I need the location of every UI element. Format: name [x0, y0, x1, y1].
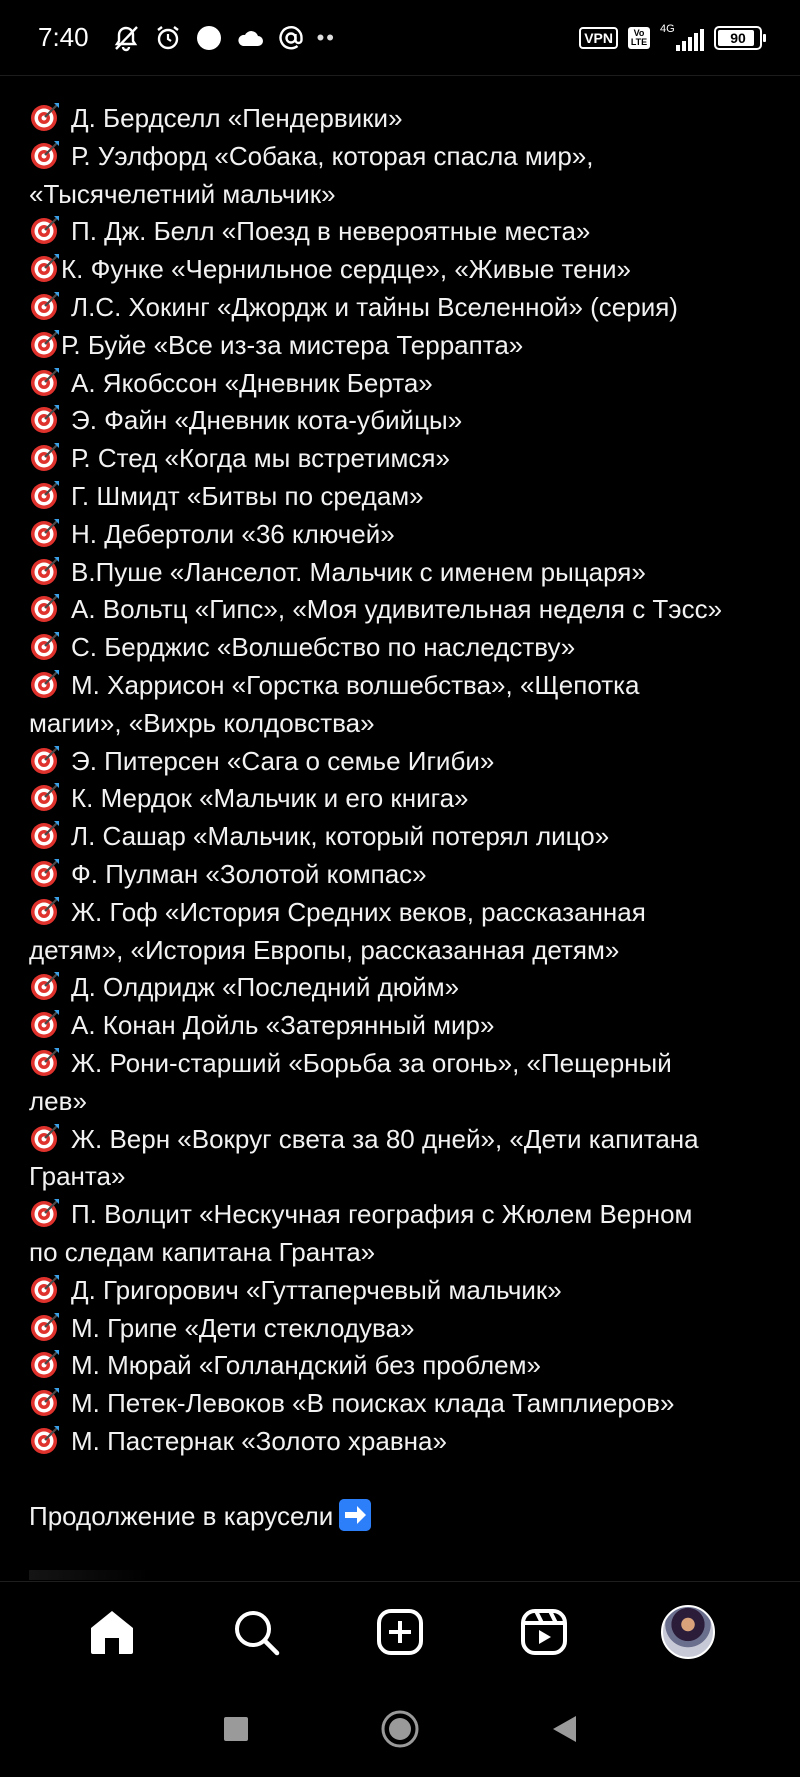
- back-triangle-icon: [550, 1714, 578, 1744]
- caption-line-text: Ж. Верн «Вокруг света за 80 дней», «Дети капитана: [71, 1123, 699, 1154]
- caption-line: [29, 743, 779, 781]
- home-circle-icon: [380, 1709, 420, 1749]
- reels-icon: [520, 1608, 568, 1656]
- caption-line-text: К. Мердок «Мальчик и его книга»: [71, 783, 469, 814]
- caption-line-text: С. Берджис «Волшебство по наследству»: [71, 632, 576, 663]
- search-tab[interactable]: [226, 1602, 286, 1662]
- create-tab[interactable]: [370, 1602, 430, 1662]
- caption-line-text: Н. Дебертоли «36 ключей»: [71, 518, 395, 549]
- target-icon: [29, 441, 61, 473]
- caption-line: [29, 856, 779, 894]
- target-icon: [29, 1197, 61, 1229]
- caption-line: [29, 1347, 779, 1385]
- caption-line-text: Г. Шмидт «Битвы по средам»: [71, 480, 424, 511]
- caption-line-text: Р. Буйе «Все из-за мистера Террапта»: [61, 329, 524, 360]
- caption-line-text: Д. Олдридж «Последний дюйм»: [71, 972, 460, 1003]
- caption-line-text: Ж. Рони-старший «Борьба за огонь», «Пещерный: [71, 1047, 672, 1078]
- caption-line: [29, 327, 779, 365]
- caption-line-text: Р. Уэлфорд «Собака, которая спасла мир»,: [71, 140, 594, 171]
- target-icon: [29, 101, 61, 133]
- caption-line-text: К. Функе «Чернильное сердце», «Живые тени»: [61, 254, 631, 285]
- target-icon: [29, 1122, 61, 1154]
- caption-line-text: М. Грипе «Дети стеклодува»: [71, 1312, 415, 1343]
- caption-line-text: Э. Файн «Дневник кота-убийцы»: [71, 405, 463, 436]
- bottom-navigation: [0, 1581, 800, 1681]
- caption-line: [29, 478, 779, 516]
- target-icon: [29, 1273, 61, 1305]
- caption-line: [29, 932, 779, 970]
- caption-line-text: Л.С. Хокинг «Джордж и тайны Вселенной» (серия): [71, 291, 678, 322]
- caption-line-text: М. Петек-Левоков «В поисках клада Тамплиеров»: [71, 1388, 675, 1419]
- continuation-text: Продолжение в карусели: [29, 1501, 334, 1532]
- target-icon: [29, 252, 61, 284]
- caption-line-text: Р. Стед «Когда мы встретимся»: [71, 443, 450, 474]
- system-navigation: [0, 1681, 800, 1777]
- caption-line-text: Д. Григорович «Гуттаперчевый мальчик»: [71, 1274, 562, 1305]
- target-icon: [29, 1424, 61, 1456]
- caption-line-text: П. Волцит «Нескучная география с Жюлем Верном: [71, 1199, 693, 1230]
- caption-line: [29, 554, 779, 592]
- caption-line: [29, 667, 779, 705]
- caption-line-text: детям», «История Европы, рассказанная детям»: [29, 934, 620, 965]
- target-icon: [29, 403, 61, 435]
- create-post-icon: [376, 1608, 424, 1656]
- target-icon: [29, 1046, 61, 1078]
- alarm-icon: [153, 23, 183, 53]
- target-icon: [29, 895, 61, 927]
- caption-line: [29, 629, 779, 667]
- caption-line: [29, 591, 779, 629]
- caption-line-text: М. Пастернак «Золото хравна»: [71, 1425, 447, 1456]
- at-sign-icon: [277, 24, 305, 52]
- caption-line-text: Ж. Гоф «История Средних веков, рассказанная: [71, 896, 646, 927]
- target-icon: [29, 630, 61, 662]
- caption-line-text: А. Якобссон «Дневник Берта»: [71, 367, 433, 398]
- caption-line: [29, 894, 779, 932]
- target-icon: [29, 479, 61, 511]
- target-icon: [29, 139, 61, 171]
- target-icon: [29, 290, 61, 322]
- battery-level: 90: [730, 29, 746, 46]
- caption-line: [29, 1423, 779, 1461]
- circle-notification-icon: [195, 24, 223, 52]
- caption-line-text: П. Дж. Белл «Поезд в невероятные места»: [71, 216, 591, 247]
- caption-line-text: «Тысячелетний мальчик»: [29, 178, 336, 209]
- profile-tab[interactable]: [658, 1602, 718, 1662]
- home-icon: [87, 1608, 137, 1656]
- target-icon: [29, 517, 61, 549]
- caption-line: [29, 1272, 779, 1310]
- caption-line: [29, 1310, 779, 1348]
- hidden-text-fade: [29, 1570, 149, 1580]
- target-icon: [29, 970, 61, 1002]
- caption-line: [29, 818, 779, 856]
- caption-line-text: М. Мюрай «Голландский без проблем»: [71, 1350, 541, 1381]
- caption-line-text: Гранта»: [29, 1161, 126, 1192]
- target-icon: [29, 819, 61, 851]
- target-icon: [29, 857, 61, 889]
- caption-line-text: М. Харрисон «Горстка волшебства», «Щепотка: [71, 669, 640, 700]
- status-bar: [0, 0, 800, 76]
- continuation-line: [29, 1498, 779, 1536]
- caption-line: [29, 365, 779, 403]
- caption-line-text: Д. Бердселл «Пендервики»: [71, 103, 403, 133]
- caption-line: [29, 251, 779, 289]
- more-notifications-icon: ••: [316, 24, 337, 50]
- volte-badge: Vo LTE: [628, 27, 650, 49]
- target-icon: [29, 592, 61, 624]
- caption-line: [29, 402, 779, 440]
- reels-tab[interactable]: [514, 1602, 574, 1662]
- clock: 7:40: [38, 22, 89, 52]
- status-left: [38, 22, 336, 53]
- target-icon: [29, 328, 61, 360]
- caption-line-text: Л. Сашар «Мальчик, который потерял лицо»: [71, 821, 610, 852]
- caption-line: [29, 969, 779, 1007]
- caption-line: [29, 1045, 779, 1083]
- network-type: 4G: [660, 22, 675, 35]
- target-icon: [29, 1311, 61, 1343]
- muted-bell-icon: [111, 23, 141, 53]
- caption-line: [29, 1083, 779, 1121]
- caption-line-text: магии», «Вихрь колдовства»: [29, 707, 375, 738]
- cloud-icon: [235, 26, 265, 50]
- caption-line: [29, 1234, 779, 1272]
- target-icon: [29, 668, 61, 700]
- battery-icon: [714, 26, 762, 50]
- target-icon: [29, 781, 61, 813]
- status-right: [579, 23, 762, 53]
- caption-line: [29, 213, 779, 251]
- caption-line: [29, 705, 779, 743]
- caption-line: [29, 289, 779, 327]
- caption-line: [29, 100, 779, 138]
- recent-apps-icon: [223, 1716, 249, 1742]
- caption-line: [29, 1158, 779, 1196]
- right-arrow-icon: [339, 1499, 371, 1531]
- caption-line-text: В.Пуше «Ланселот. Мальчик с именем рыцаря»: [71, 556, 646, 587]
- target-icon: [29, 1008, 61, 1040]
- profile-avatar: [661, 1605, 715, 1659]
- post-caption: [29, 100, 779, 1536]
- caption-line-text: А. Конан Дойль «Затерянный мир»: [71, 1010, 495, 1041]
- caption-line: [29, 780, 779, 818]
- search-icon: [232, 1608, 280, 1656]
- caption-line: [29, 516, 779, 554]
- target-icon: [29, 744, 61, 776]
- target-icon: [29, 366, 61, 398]
- target-icon: [29, 1386, 61, 1418]
- caption-line: [29, 138, 779, 176]
- caption-line: [29, 1196, 779, 1234]
- target-icon: [29, 555, 61, 587]
- caption-line-text: лев»: [29, 1085, 87, 1116]
- blank-line: [29, 1461, 779, 1499]
- target-icon: [29, 1348, 61, 1380]
- caption-line: [29, 440, 779, 478]
- target-icon: [29, 214, 61, 246]
- caption-line-text: Ф. Пулман «Золотой компас»: [71, 858, 427, 889]
- signal-icon: [660, 23, 704, 53]
- home-tab[interactable]: [82, 1602, 142, 1662]
- caption-line: [29, 1385, 779, 1423]
- caption-line: [29, 1121, 779, 1159]
- caption-line-text: А. Вольтц «Гипс», «Моя удивительная неделя с Тэсс»: [71, 594, 723, 625]
- recent-apps-button[interactable]: [214, 1707, 258, 1751]
- home-button[interactable]: [378, 1707, 422, 1751]
- back-button[interactable]: [542, 1707, 586, 1751]
- caption-line: [29, 1007, 779, 1045]
- caption-line-text: по следам капитана Гранта»: [29, 1236, 376, 1267]
- caption-line: [29, 176, 779, 214]
- vpn-badge: VPN: [579, 27, 618, 49]
- caption-line-text: Э. Питерсен «Сага о семье Игиби»: [71, 745, 495, 776]
